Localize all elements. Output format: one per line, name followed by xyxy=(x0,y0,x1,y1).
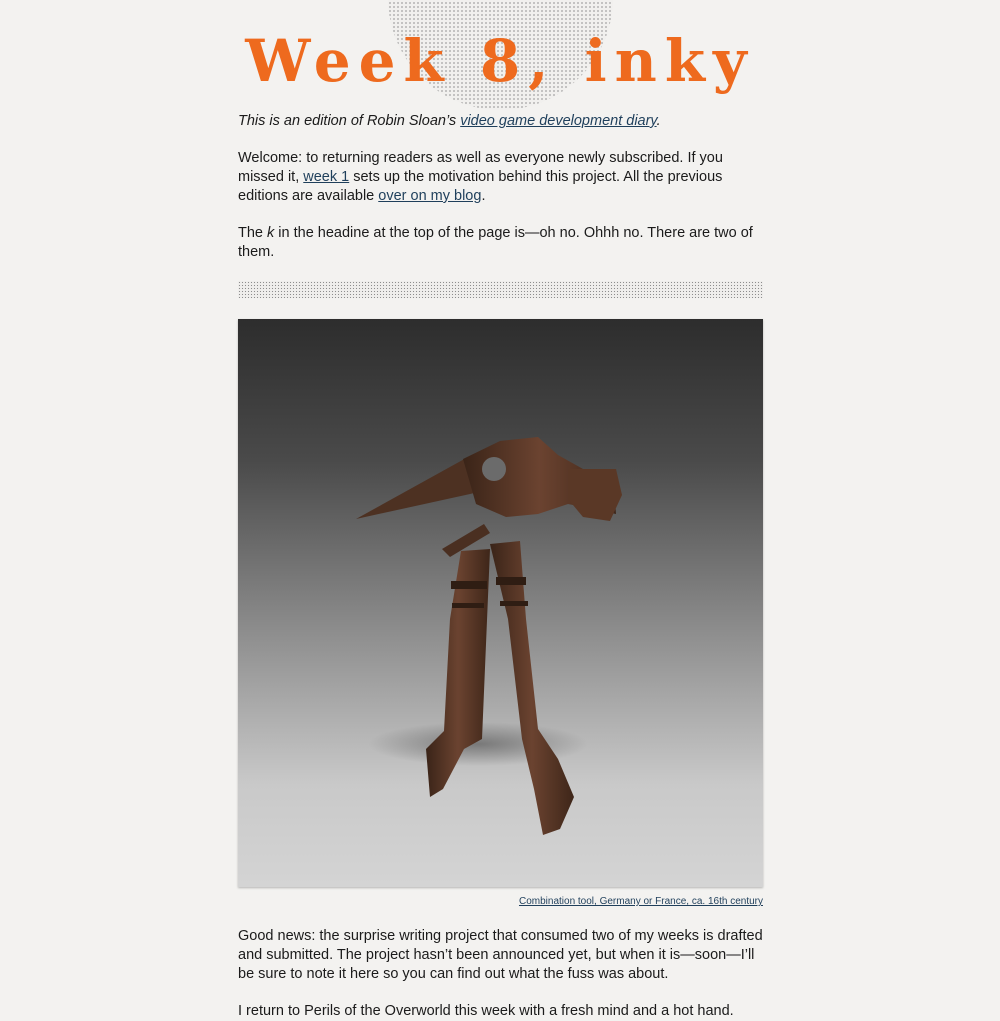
article-body xyxy=(238,112,763,1021)
combination-tool-photo xyxy=(238,319,763,887)
week-1-link[interactable]: week 1 xyxy=(303,169,350,185)
welcome-paragraph xyxy=(238,149,763,206)
intro-paragraph xyxy=(238,112,763,131)
headline-note-paragraph xyxy=(238,224,763,262)
combination-tool-illustration xyxy=(238,319,763,887)
halftone-divider xyxy=(238,281,763,298)
caption-link[interactable]: Combination tool, Germany or France, ca. 16th century xyxy=(518,896,763,907)
photo-caption xyxy=(238,895,763,908)
diary-link[interactable]: video game development diary xyxy=(460,113,657,129)
note-text: The xyxy=(238,225,268,241)
note-k: k xyxy=(267,225,275,241)
note-text-2: in the headine at the top of the page is—oh no. Ohhh no. There are two of them. xyxy=(238,225,753,260)
welcome-text: Welcome: to returning readers as well as everyone newly subscribed. If you missed it, xyxy=(238,150,723,185)
blog-link[interactable]: over on my blog xyxy=(378,188,482,204)
body-paragraph-1: Good news: the surprise writing project that consumed two of my weeks is drafted and submitted. The project hasn’t been announced yet, but when it is—soon—I’ll be sure to note it here so you can find out what the fuss was about. xyxy=(238,928,763,982)
welcome-text-3: . xyxy=(481,188,486,204)
welcome-text-2: sets up the motivation behind this project. All the previous editions are available xyxy=(238,169,723,204)
intro-text-end: . xyxy=(656,113,661,129)
intro-text: This is an edition of Robin Sloan’s xyxy=(238,113,461,129)
page-title: Week 8, inky xyxy=(245,27,755,95)
body-paragraph-2: I return to Perils of the Overworld this week with a fresh mind and a hot hand. xyxy=(238,1003,734,1019)
